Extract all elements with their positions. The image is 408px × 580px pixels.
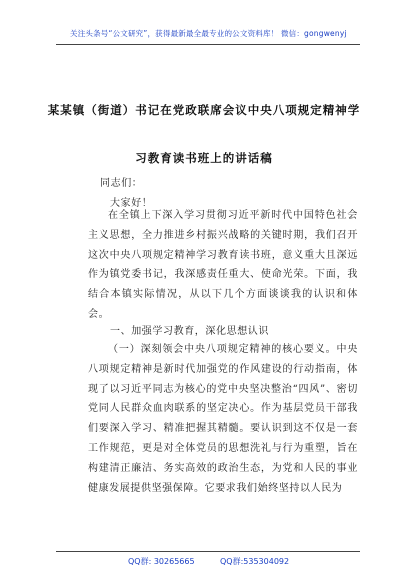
header-banner: 关注头条号“公文研究”，获得最新最全最专业的公文资料库！ 微信：gongwenyj [70, 29, 347, 38]
salutation-greeting: 大家好！ [110, 198, 153, 209]
footer-divider [56, 551, 360, 552]
footer-qq-group-2: QQ群:535304092 [220, 557, 290, 566]
document-title-line2: 习教育读书班上的讲话稿 [135, 151, 273, 165]
salutation-comrades: 同志们： [100, 178, 143, 189]
body-paragraph-1: 在全镇上下深入学习贯彻习近平新时代中国特色社会主义思想，全力推进乡村振兴战略的关键时期，我们召开这次中央八项规定精神学习教育读书班，意义重大且深远作为镇党委书记，我深感责任重大、使命光荣。下面，我结合本镇实际情况，从以下几个方面谈谈我的认识和体会。 [88, 210, 358, 320]
footer-qq-group-1: QQ群: 30265665 [128, 557, 195, 566]
body-paragraph-2: （一）深刻领会中央八项规定精神的核心要义。中央八项规定精神是新时代加强党的作风建设的行动指南，体现了以习近平同志为核心的党中央坚决整治“四风”、密切党同人民群众血肉联系的坚定决心。作为基层党员干部我们要深入学习、精准把握其精髓。要认识到这不仅是一套工作规范，更是对全体党员的思想洗礼与行为重塑，旨在构建清正廉洁、务实高效的政治生态，为党和人民的事业健康发展提供坚强保障。它要求我们始终坚持以人民为 [88, 344, 358, 494]
header-divider [56, 44, 360, 45]
section-heading-1: 一、加强学习教育，深化思想认识 [110, 326, 269, 337]
document-title-line1: 某某镇（街道）书记在党政联席会议中央八项规定精神学 [47, 103, 361, 117]
